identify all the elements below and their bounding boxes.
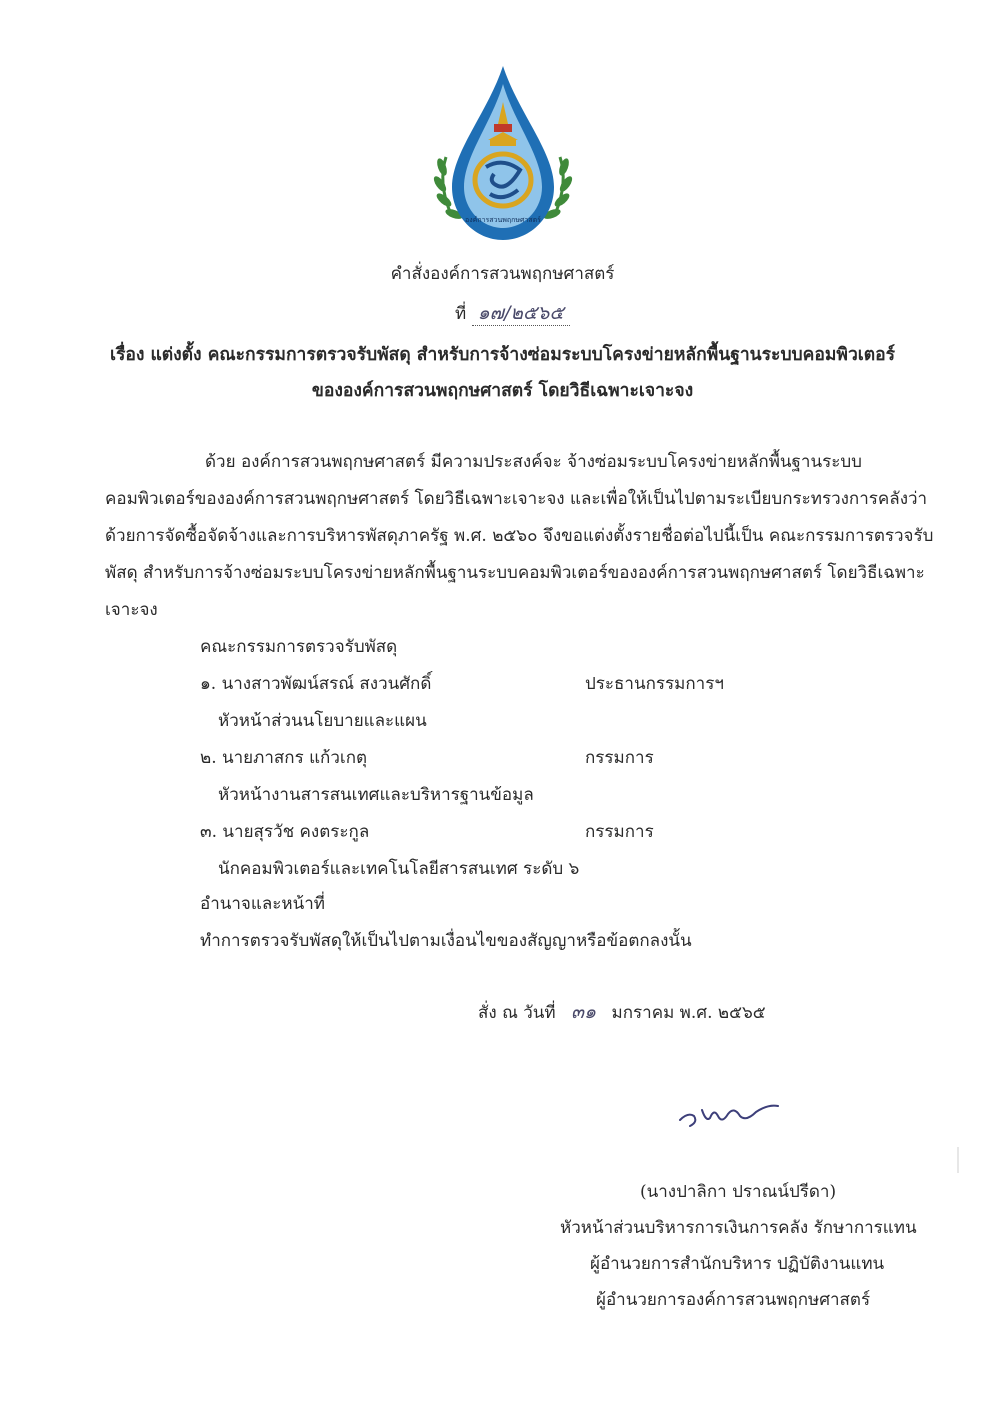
body-line-5: เจาะจง bbox=[105, 600, 158, 620]
member-3-position: นักคอมพิวเตอร์และเทคโนโลยีสารสนเทศ ระดับ ๖ bbox=[218, 859, 580, 879]
duties-text: ทำการตรวจรับพัสดุให้เป็นไปตามเงื่อนไขของสัญญาหรือข้อตกลงนั้น bbox=[200, 931, 692, 951]
body-line-3: ด้วยการจัดซื้อจัดจ้างและการบริหารพัสดุภาครัฐ พ.ศ. ๒๕๖๐ จึงขอแต่งตั้งรายชื่อต่อไปนี้เป็น คณะกรรมการตรวจรับ bbox=[105, 526, 934, 546]
signer-title-1: หัวหน้าส่วนบริหารการเงินการคลัง รักษาการแทน bbox=[560, 1218, 917, 1238]
member-1-name: ๑. นางสาวพัฒน์สรณ์ สงวนศักดิ์ bbox=[200, 674, 432, 694]
signer-title-2: ผู้อำนวยการสำนักบริหาร ปฏิบัติงานแทน bbox=[590, 1254, 885, 1274]
order-number-prefix: ที่ bbox=[455, 304, 467, 324]
member-1-role: ประธานกรรมการฯ bbox=[585, 674, 724, 694]
body-line-2: คอมพิวเตอร์ขององค์การสวนพฤกษศาสตร์ โดยวิธีเฉพาะเจาะจง และเพื่อให้เป็นไปตามระเบียบกระทรวงการคลังว่า bbox=[105, 489, 928, 509]
organization-logo bbox=[428, 62, 578, 252]
signer-name: (นางปาลิกา ปราณน์ปรีดา) bbox=[640, 1182, 837, 1202]
signer-title-3: ผู้อำนวยการองค์การสวนพฤกษศาสตร์ bbox=[596, 1290, 871, 1310]
member-1-position: หัวหน้าส่วนนโยบายและแผน bbox=[218, 711, 427, 731]
order-number-value: ๑๗/๒๕๖๕ bbox=[472, 302, 570, 326]
body-line-4: พัสดุ สำหรับการจ้างซ่อมระบบโครงข่ายหลักพื้นฐานระบบคอมพิวเตอร์ขององค์การสวนพฤกษศาสตร์ โดยวิธีเฉพาะ bbox=[105, 563, 925, 583]
document-title: คำสั่งองค์การสวนพฤกษศาสตร์ bbox=[390, 264, 615, 284]
order-date bbox=[478, 997, 766, 1027]
date-rest: มกราคม พ.ศ. ๒๕๖๕ bbox=[611, 1003, 766, 1023]
logo-text: องค์การสวนพฤกษศาสตร์ bbox=[465, 216, 541, 224]
committee-heading: คณะกรรมการตรวจรับพัสดุ bbox=[200, 637, 398, 657]
member-3-role: กรรมการ bbox=[585, 822, 654, 842]
order-number-line bbox=[455, 298, 570, 328]
member-2-name: ๒. นายภาสกร แก้วเกตุ bbox=[200, 748, 368, 768]
member-2-role: กรรมการ bbox=[585, 748, 654, 768]
member-3-name: ๓. นายสุรวัช คงตระกูล bbox=[200, 822, 370, 842]
subject-line-2: ขององค์การสวนพฤกษศาสตร์ โดยวิธีเฉพาะเจาะจง bbox=[311, 381, 694, 401]
signature-scribble-icon bbox=[672, 1082, 792, 1142]
member-2-position: หัวหน้างานสารสนเทศและบริหารฐานข้อมูล bbox=[218, 785, 534, 805]
date-day: ๓๑ bbox=[571, 1001, 597, 1023]
subject-line-1: เรื่อง แต่งตั้ง คณะกรรมการตรวจรับพัสดุ สำหรับการจ้างซ่อมระบบโครงข่ายหลักพื้นฐานระบบคอมพิวเตอร์ bbox=[109, 345, 896, 365]
body-line-1: ด้วย องค์การสวนพฤกษศาสตร์ มีความประสงค์จะ จ้างซ่อมระบบโครงข่ายหลักพื้นฐานระบบ bbox=[205, 452, 862, 472]
date-prefix: สั่ง ณ วันที่ bbox=[478, 1003, 556, 1023]
margin-mark bbox=[955, 1145, 961, 1175]
duties-heading: อำนาจและหน้าที่ bbox=[200, 894, 325, 914]
